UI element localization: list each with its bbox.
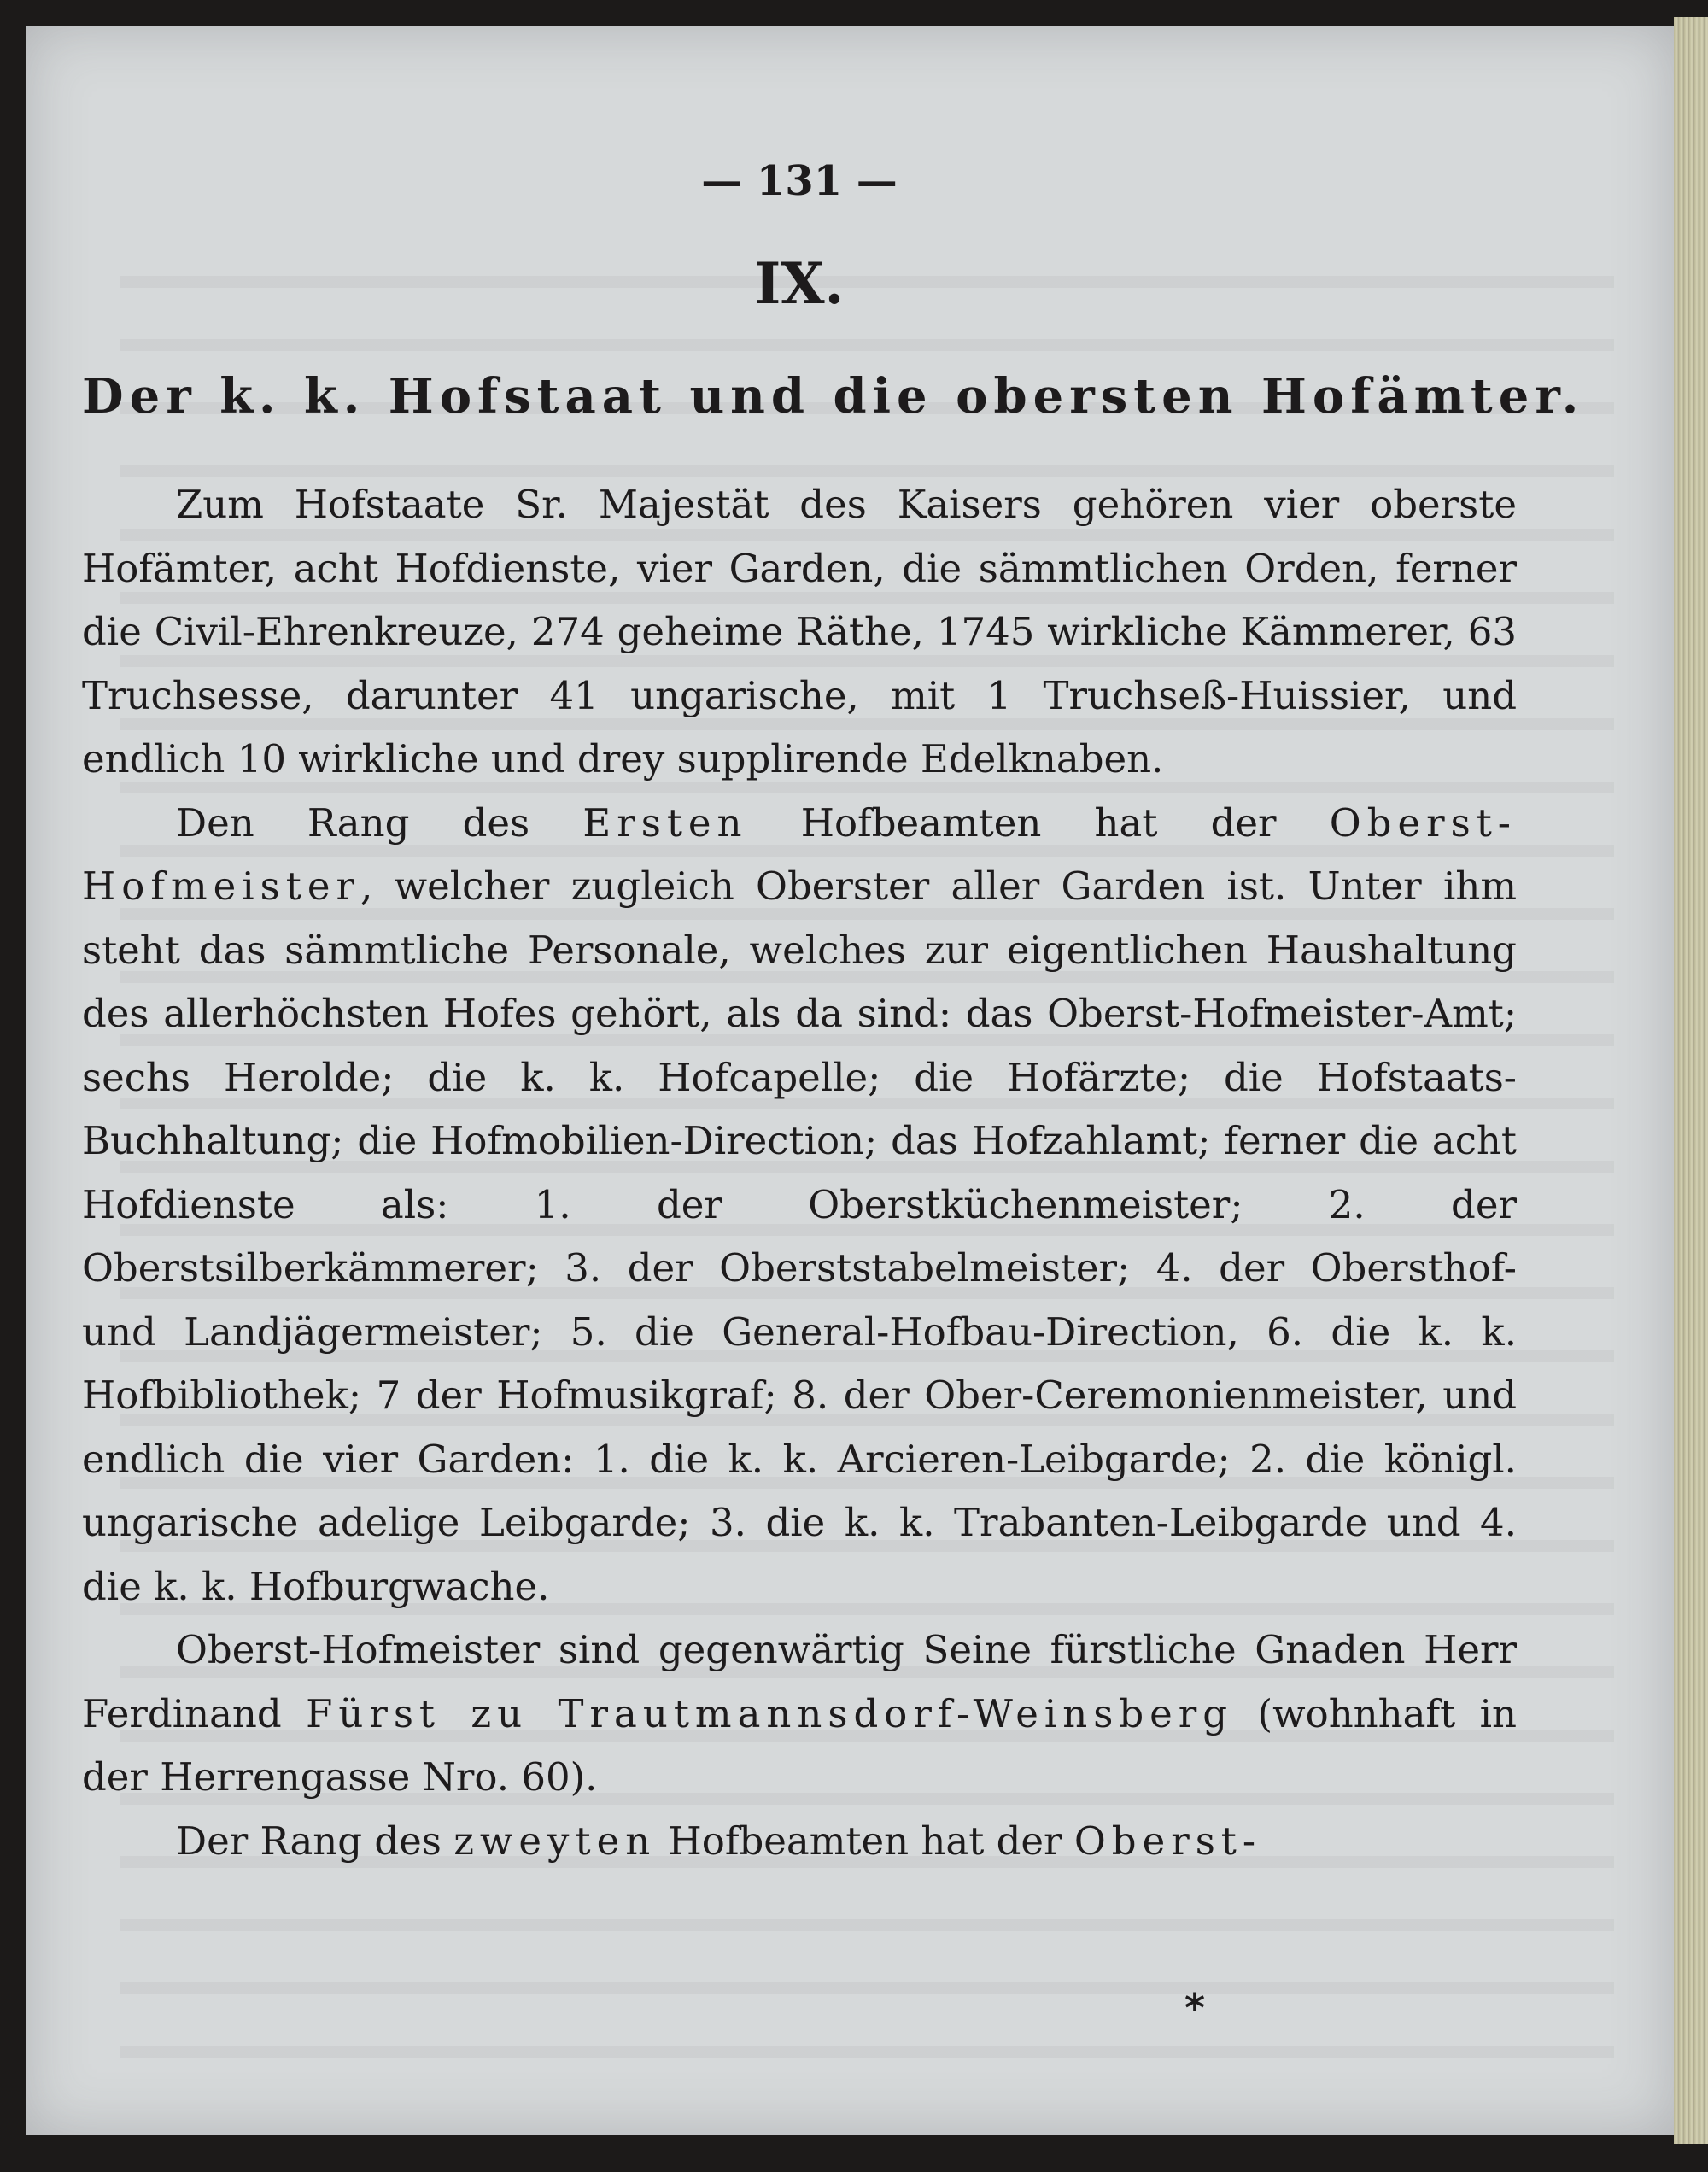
spaced-emphasis-text: Oberst-Hofmeister	[82, 799, 1518, 909]
chapter-number: IX.	[754, 250, 845, 317]
paragraph-text: Zum Hofstaate Sr. Majestät des Kaisers gehören vier oberste Hofämter, acht Hofdienste, vier Garden, die sämmtlichen Orden, ferner die Civil-Ehrenkreuze, 274 geheime Räthe, 1745 wirkliche Kämmerer, 63 Truchsesse, darunter 41 ungarische, mit 1 Truchseß-Huissier, und endlich 10 wirkliche und drey supplirende Edelknaben.	[82, 482, 1517, 782]
paragraph-text: , welcher zugleich Oberster aller Garden ist. Unter ihm steht das sämmtliche Personale, welches zur eigentlichen Haushaltung des allerhöchsten Hofes gehört, als da sind: das Oberst-Hofmeister-Amt; sechs Herolde; die k. k. Hofcapelle; die Hofärzte; die Hofstaats-Buchhaltung; die Hofmobilien-Direction; das Hofzahlamt; ferner die acht Hofdienste als: 1. der Oberstküchenmeister; 2. der Oberstsilberkämmerer; 3. der Oberststabelmeister; 4. der Obersthof- und Landjägermeister; 5. die General-Hofbau-Direction, 6. die k. k. Hofbibliothek; 7 der Hofmusikgraf; 8. der Ober-Ceremonienmeister, und endlich die vier Garden: 1. die k. k. Arcieren-Leibgarde; 2. die königl. ungarische adelige Leibgarde; 3. die k. k. Trabanten-Leibgarde und 4. die k. k. Hofburgwache.	[82, 864, 1517, 1609]
spaced-emphasis-text: zweyten	[453, 1818, 657, 1864]
book-page	[26, 26, 1674, 2135]
paragraph	[82, 473, 1517, 792]
paragraph-text: Hofbeamten hat der	[747, 799, 1330, 846]
chapter-title: Der k. k. Hofstaat und die obersten Hofämter.	[82, 368, 1585, 424]
body-text	[82, 473, 1517, 1873]
paragraph	[82, 1619, 1517, 1810]
paragraph	[82, 1810, 1517, 1874]
paragraph	[82, 792, 1517, 1619]
signature-mark: *	[1184, 1985, 1206, 2031]
paragraph-text: Hofbeamten hat der	[656, 1818, 1074, 1864]
book-page-edge	[1674, 17, 1708, 2144]
page-text-block	[82, 150, 1585, 1873]
spaced-emphasis-text: Oberst-	[1073, 1818, 1262, 1864]
paragraph-text: Den Rang des	[176, 799, 583, 846]
spaced-emphasis-text: Fürst zu Trautmannsdorf-Weinsberg	[306, 1690, 1234, 1736]
spaced-emphasis-text: Ersten	[582, 799, 748, 846]
paragraph-text: Oberst-Hofmeister sind gegenwärtig Seine fürstliche Gnaden Herr Ferdinand	[82, 1627, 1517, 1736]
page-number: — 131 —	[701, 157, 898, 205]
paragraph-text: (wohnhaft in der Herrengasse Nro. 60).	[82, 1690, 1517, 1800]
paragraph-text: Der Rang des	[176, 1818, 454, 1864]
